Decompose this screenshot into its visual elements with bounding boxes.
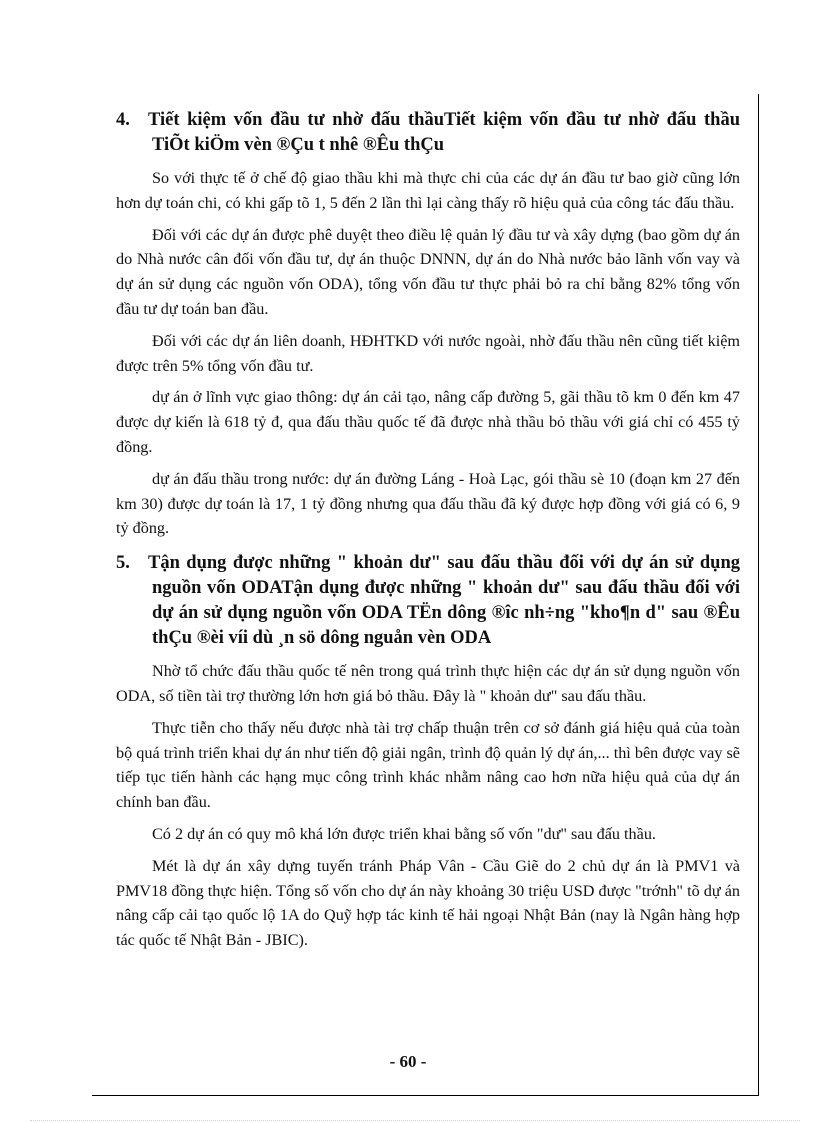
paragraph: Mét là dự án xây dựng tuyến tránh Pháp Vân - Cầu Giẽ do 2 chủ dự án là PMV1 và PMV18 đồng thực hiện. Tổng số vốn cho dự án này khoảng 30 triệu USD được "trớnh" tõ dự án nâng cấp cải tạo quốc lộ 1A do Quỹ hợp tác kinh tế hải ngoại Nhật Bản (nay là Ngân hàng hợp tác quốc tế Nhật Bản - JBIC). <box>116 856 740 950</box>
section-heading-5 <box>116 551 740 651</box>
paragraph: Đối với các dự án liên doanh, HĐHTKD với nước ngoài, nhờ đấu thầu nên cũng tiết kiệm được trên 5% tổng vốn đầu tư. <box>116 331 740 375</box>
paragraph: dự án đấu thầu trong nước: dự án đường Láng - Hoà Lạc, gói thầu sè 10 (đoạn km 27 đến km 30) được dự toán là 17, 1 tỷ đồng nhưng qua đấu thầu đã ký được hợp đồng với giá có 6, 9 tỷ đồng. <box>116 469 740 538</box>
paragraph: So với thực tế ở chế độ giao thầu khi mà thực chi của các dự án đầu tư bao giờ cũng lớn hơn dự toán chi, có khi gấp tõ 1, 5 đến 2 lần thì lại càng thấy rõ hiệu quả của công tác đấu thầu. <box>116 169 740 212</box>
section-title: Tận dụng được những " khoản dư" sau đấu thầu đối với dự án sử dụng nguồn vốn ODATận dụng được những " khoản dư" sau đấu thầu đối với dự án sử dụng nguồn vốn ODA TËn dông ®îc nh÷ng "kho¶n d" sau ®Êu thÇu ®èi víi dù ¸n sö dông nguån vèn ODA <box>148 553 740 649</box>
paragraph: Đối với các dự án được phê duyệt theo điều lệ quản lý đầu tư và xây dựng (bao gồm dự án do Nhà nước cân đối vốn đầu tư, dự án thuộc DNNN, dự án do Nhà nước bảo lãnh vốn vay và dự án sử dụng các nguồn vốn ODA), tổng vốn đầu tư thực phải bỏ ra chỉ bằng 82% tổng vốn đầu tư dự toán ban đầu. <box>116 225 740 318</box>
paragraph: Thực tiễn cho thấy nếu được nhà tài trợ chấp thuận trên cơ sở đánh giá hiệu quả của toàn bộ quá trình triển khai dự án như tiến độ giải ngân, trình độ quản lý dự án,... thì bên được vay sẽ tiếp tục tiến hành các hạng mục công trình khác nhằm nâng cao hơn nữa hiệu quả của dự án chính ban đầu. <box>116 718 740 812</box>
page-number: - 60 - <box>389 1052 427 1071</box>
bottom-divider <box>30 1120 800 1121</box>
paragraph: dự án ở lĩnh vực giao thông: dự án cải tạo, nâng cấp đường 5, gãi thầu tõ km 0 đến km 47 được dự kiến là 618 tỷ đ, qua đấu thầu quốc tế đã được nhà thầu bỏ thầu với giá chỉ có 455 tỷ đồng. <box>116 388 740 456</box>
paragraph: Có 2 dự án có quy mô khá lớn được triển khai bằng số vốn "dư" sau đấu thầu. <box>152 824 656 843</box>
paragraph: Nhờ tổ chức đấu thầu quốc tế nên trong quá trình thực hiện các dự án sử dụng nguồn vốn ODA, số tiền tài trợ thường lớn hơn giá bỏ thầu. Đây là " khoản dư" sau đấu thầu. <box>116 662 740 705</box>
section-number: 5. <box>116 553 130 574</box>
section-heading-4 <box>116 108 740 158</box>
section-title: Tiết kiệm vốn đầu tư nhờ đấu thầuTiết kiệm vốn đầu tư nhờ đấu thầu TiÕt kiÖm vèn ®Çu t nhê ®Êu thÇu <box>148 110 740 155</box>
section-number: 4. <box>116 110 130 130</box>
page-content <box>116 108 740 960</box>
